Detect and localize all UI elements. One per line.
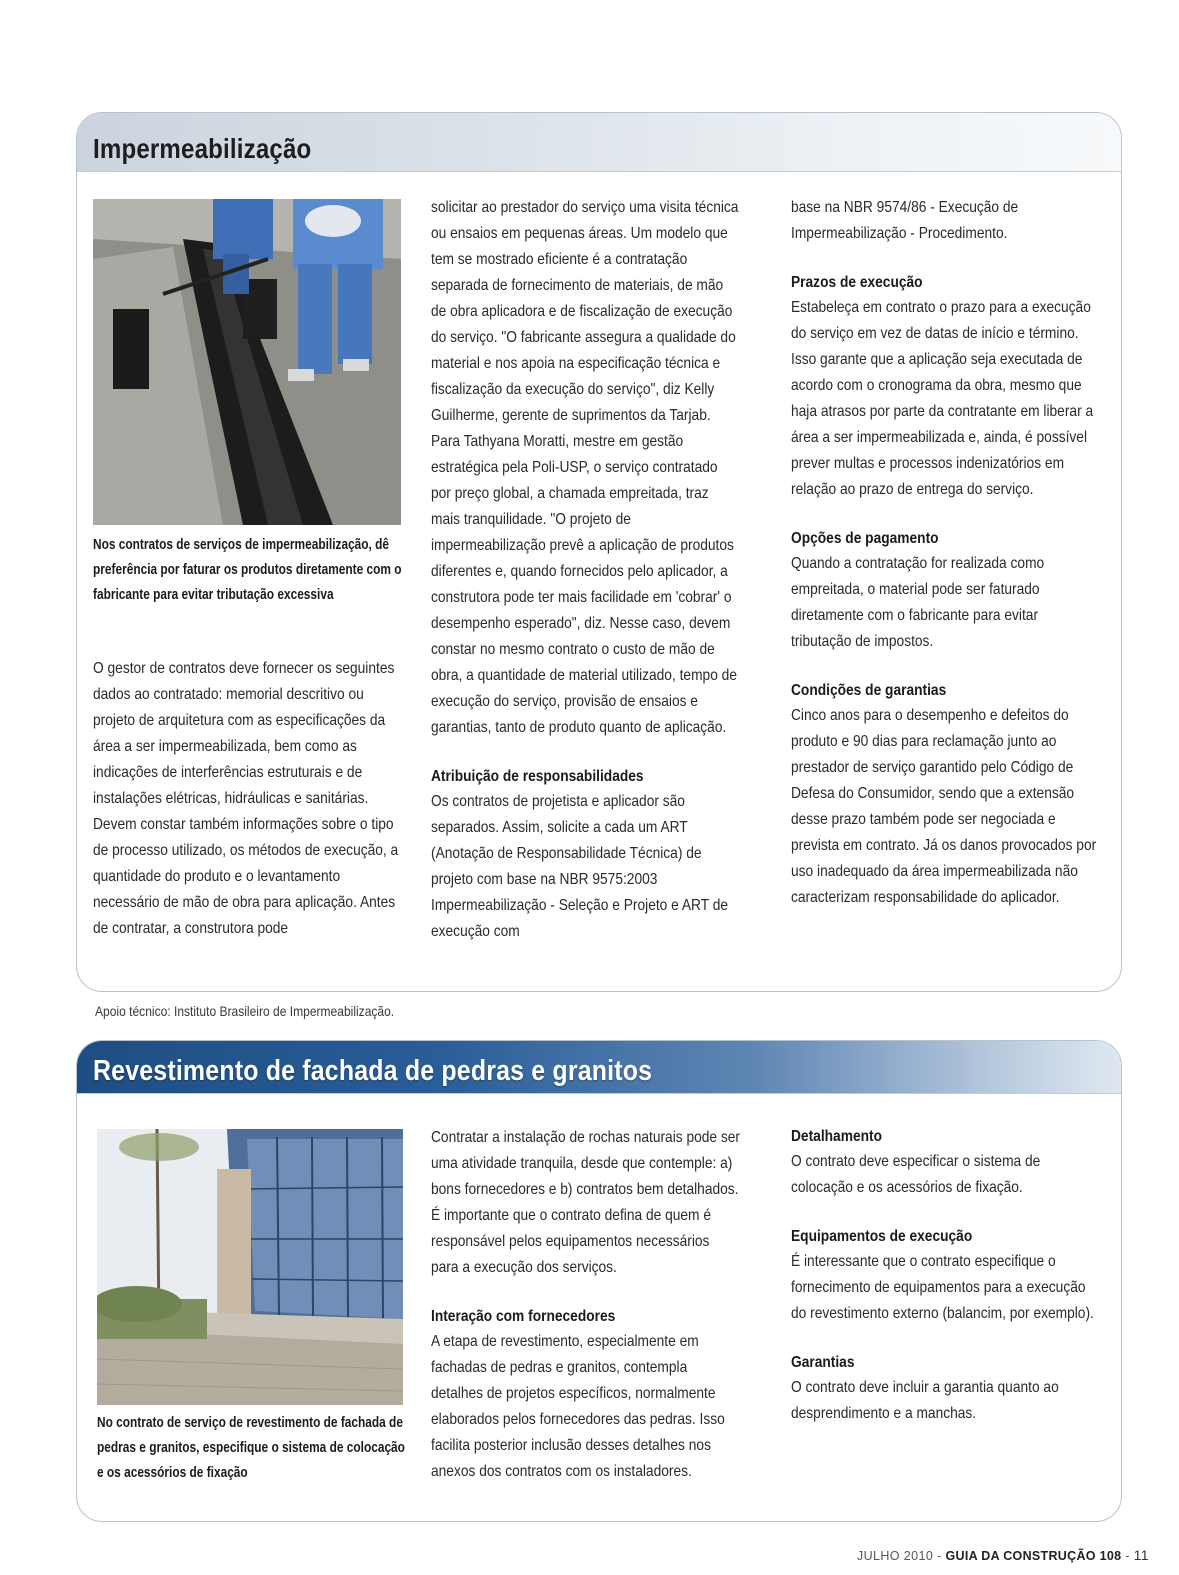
subheading-garantias: Condições de garantias	[791, 682, 947, 699]
subheading-detalhamento: Detalhamento	[791, 1128, 882, 1145]
subheading-atribuicao: Atribuição de responsabilidades	[431, 768, 644, 785]
footer-publication: GUIA DA CONSTRUÇÃO 108	[945, 1549, 1122, 1563]
subheading-garantias: Garantias	[791, 1354, 855, 1371]
page-footer	[857, 1547, 1149, 1563]
body-text: Os contratos de projetista e aplicador são separados. Assim, solicite a cada um ART (Anotação de Responsabilidade Técnica) de projeto com base na NBR 9575:2003 Impermeabilização - Seleção e Projeto e ART de execução com	[431, 793, 729, 940]
subheading-interacao: Interação com fornecedores	[431, 1308, 616, 1325]
body-text: A etapa de revestimento, especialmente em fachadas de pedras e granitos, contempla detalhes de projetos específicos, normalmente elaborados pelos fornecedores das pedras. Isso facilita posterior inclusão desses detalhes nos anexos dos contratos com os instaladores.	[431, 1333, 725, 1480]
subheading-equipamentos: Equipamentos de execução	[791, 1228, 973, 1245]
body-text: Cinco anos para o desempenho e defeitos do produto e 90 dias para reclamação junto ao prestador de serviço garantido pelo Código de Defesa do Consumidor, sendo que a extensão desse prazo também pode ser negociada e prevista em contrato. Já os danos provocados por uso inadequado da área impermeabilizada não caracterizam responsabilidade do aplicador.	[791, 707, 1097, 906]
body-text: Quando a contratação for realizada como empreitada, o material pode ser faturado diretamente com o fabricante para evitar tributação de impostos.	[791, 555, 1045, 650]
footer-separator: -	[1125, 1549, 1134, 1563]
column-3	[791, 1125, 1122, 1427]
body-text: O contrato deve especificar o sistema de colocação e os acessórios de fixação.	[791, 1153, 1041, 1196]
body-text: Estabeleça em contrato o prazo para a execução do serviço em vez de datas de início e término. Isso garante que a aplicação seja executada de acordo com o cronograma da obra, mesmo que haja atrasos por parte da contratante em liberar a área a ser impermeabilizada e, ainda, é possível prever multas e processos indenizatórios em relação ao prazo de entrega do serviço.	[791, 299, 1094, 498]
waterproofing-workers-photo	[93, 199, 401, 525]
page-number: 11	[1133, 1547, 1149, 1563]
body-text: O gestor de contratos deve fornecer os seguintes dados ao contratado: memorial descritivo ou projeto de arquitetura com as especificações da área a ser impermeabilizada, bem como as indicações de interferências estruturais e de instalações elétricas, hidráulicas e sanitárias. Devem constar também informações sobre o tipo de processo utilizado, os métodos de execução, a quantidade do produto e o levantamento necessário de mão de obra para aplicação. Antes de contratar, a construtora pode	[93, 660, 399, 937]
section-revestimento	[76, 1040, 1122, 1522]
body-text: Contratar a instalação de rochas naturais pode ser uma atividade tranquila, desde que contemple: a) bons fornecedores e b) contratos bem detalhados. É importante que o contrato defina de quem é responsável pelos equipamentos necessários para a execução dos serviços.	[431, 1129, 741, 1276]
section-header	[77, 1041, 1121, 1094]
section-title: Impermeabilização	[93, 133, 312, 164]
col1-caption	[97, 1411, 477, 1486]
body-text: base na NBR 9574/86 - Execução de Impermeabilização - Procedimento.	[791, 199, 1019, 242]
body-text: É interessante que o contrato especifique o fornecimento de equipamentos para a execução do revestimento externo (balancim, por exemplo).	[791, 1253, 1094, 1322]
column-2	[431, 195, 791, 945]
photo-caption: No contrato de serviço de revestimento de fachada de pedras e granitos, especifique o sistema de colocação e os acessórios de fixação	[97, 1415, 405, 1481]
subheading-pagamento: Opções de pagamento	[791, 530, 939, 547]
body-text: solicitar ao prestador do serviço uma visita técnica ou ensaios em pequenas áreas. Um modelo que tem se mostrado eficiente é a contratação separada de fornecimento de materiais, de mão de obra aplicadora e de fiscalização de execução do serviço. "O fabricante assegura a qualidade do material e nos apoia na especificação técnica e fiscalização da execução do serviço", diz Kelly Guilherme, gerente de suprimentos da Tarjab. Para Tathyana Moratti, mestre em gestão estratégica pela Poli-USP, o serviço contratado por preço global, a chamada empreitada, traz mais tranquilidade. "O projeto de impermeabilização prevê a aplicação de produtos diferentes e, quando fornecidos pelo aplicador, a construtora pode ter mais facilidade em 'cobrar' o desempenho esperado", diz. Nesse caso, devem constar no mesmo contrato o custo de mão de obra, a quantidade de material utilizado, tempo de execução do serviço, provisão de ensaios e garantias, tanto de produto quanto de aplicação.	[431, 199, 739, 736]
subheading-prazos: Prazos de execução	[791, 274, 923, 291]
col1-text	[93, 656, 453, 942]
column-3	[791, 195, 1122, 911]
section-title: Revestimento de fachada de pedras e granitos	[93, 1055, 653, 1087]
footer-date: JULHO 2010	[856, 1549, 934, 1563]
footer-separator: -	[937, 1549, 946, 1563]
body-text: O contrato deve incluir a garantia quanto ao desprendimento e a manchas.	[791, 1379, 1059, 1422]
col1-caption	[93, 533, 473, 608]
support-note: Apoio técnico: Instituto Brasileiro de Impermeabilização.	[95, 1003, 395, 1019]
section-impermeabilizacao	[76, 112, 1122, 992]
photo-caption: Nos contratos de serviços de impermeabilização, dê preferência por faturar os produtos diretamente com o fabricante para evitar tributação excessiva	[93, 537, 402, 603]
column-2	[431, 1125, 791, 1485]
section-header	[77, 113, 1121, 172]
building-facade-photo	[97, 1129, 403, 1405]
